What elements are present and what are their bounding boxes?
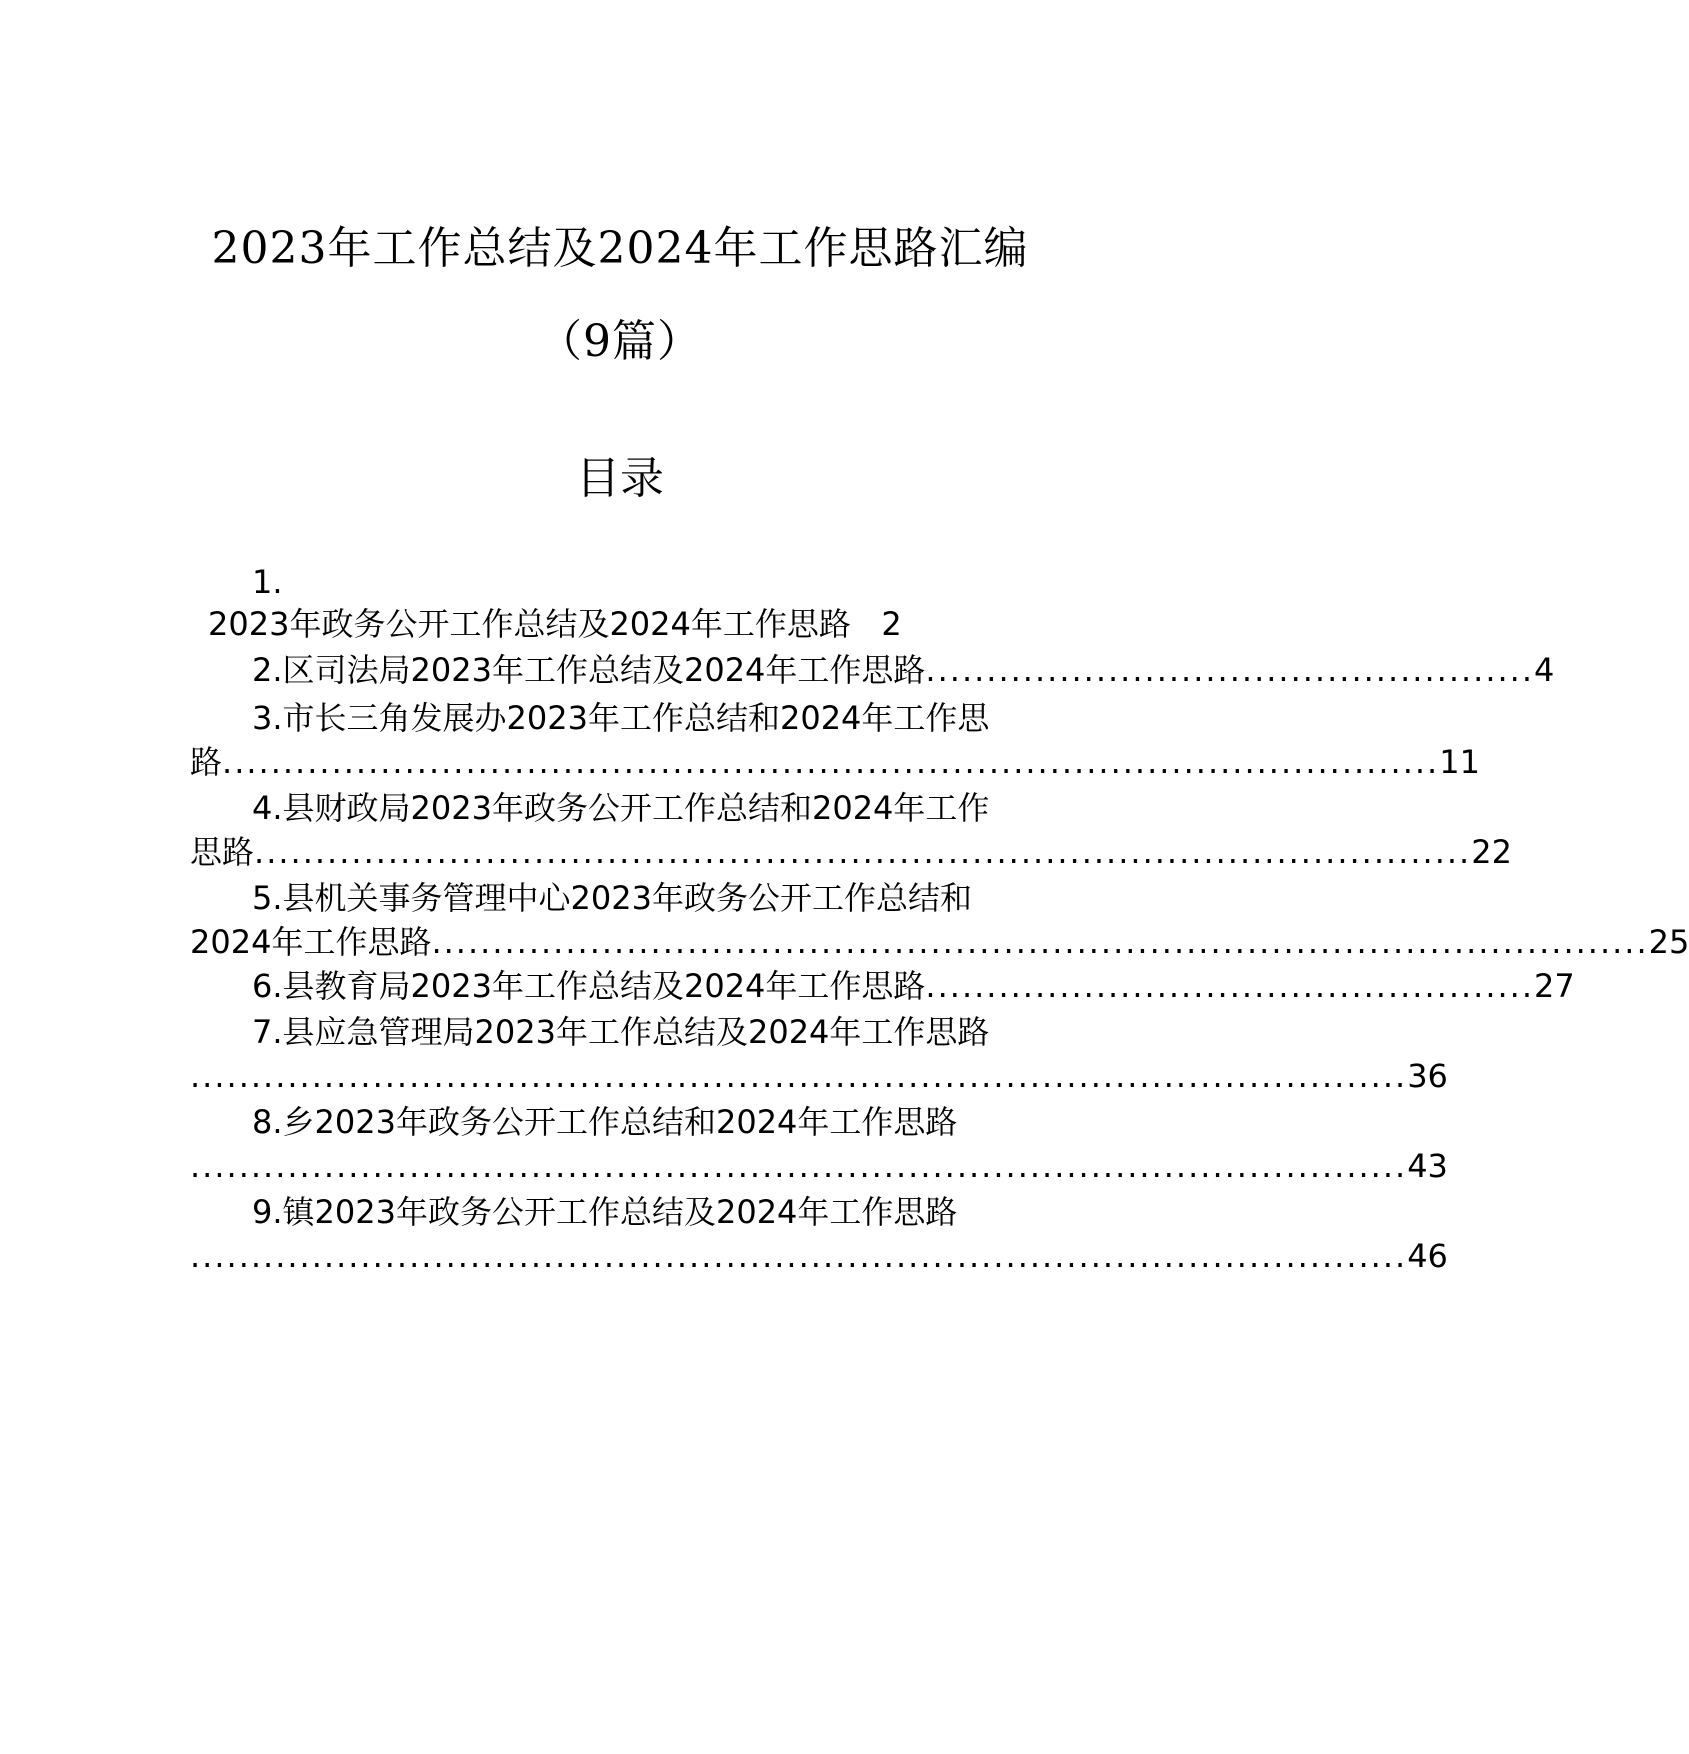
toc-entry-1-number[interactable]: 1. bbox=[252, 563, 283, 601]
toc-entry-8-leader: .................................................................................................... bbox=[190, 1147, 1408, 1185]
toc-entry-4-line2[interactable] bbox=[190, 832, 1512, 872]
toc-entry-2-text: 2.区司法局2023年工作总结及2024年工作思路 bbox=[252, 651, 926, 689]
toc-entry-9-page: 46 bbox=[1407, 1237, 1448, 1275]
toc-entry-6-text: 6.县教育局2023年工作总结及2024年工作思路 bbox=[252, 967, 926, 1005]
toc-entry-8-line2[interactable] bbox=[190, 1146, 1448, 1186]
toc-entry-4-leader: .................................................................................................... bbox=[254, 833, 1472, 871]
toc-entry-3-line1[interactable]: 3.市长三角发展办2023年工作总结和2024年工作思 bbox=[252, 699, 990, 737]
document-title: 2023年工作总结及2024年工作思路汇编 bbox=[211, 223, 1029, 274]
toc-entry-5-line2[interactable] bbox=[190, 922, 1689, 962]
toc-entry-9-line2[interactable] bbox=[190, 1236, 1448, 1276]
toc-entry-4-page: 22 bbox=[1471, 833, 1512, 871]
toc-entry-8-line1[interactable]: 8.乡2023年政务公开工作总结和2024年工作思路 bbox=[252, 1103, 958, 1141]
toc-entry-3-page: 11 bbox=[1439, 743, 1480, 781]
toc-entry-8-page: 43 bbox=[1407, 1147, 1448, 1185]
toc-entry-5-leader: .................................................................................................... bbox=[431, 923, 1649, 961]
toc-entry-4-text: 思路 bbox=[190, 833, 255, 871]
toc-entry-7-leader: .................................................................................................... bbox=[190, 1057, 1408, 1095]
toc-entry-5-text: 2024年工作思路 bbox=[190, 923, 432, 961]
toc-entry-6[interactable] bbox=[252, 966, 1575, 1006]
toc-entry-2-leader: .................................................. bbox=[925, 651, 1535, 689]
toc-entry-5-page: 25 bbox=[1648, 923, 1689, 961]
toc-entry-3-text: 路 bbox=[190, 743, 223, 781]
toc-entry-2-page: 4 bbox=[1534, 651, 1555, 689]
toc-entry-2[interactable] bbox=[252, 650, 1555, 690]
toc-entry-1-page: 2 bbox=[881, 605, 902, 643]
document-subtitle: （9篇） bbox=[538, 316, 702, 367]
toc-entry-1-text: 2023年政务公开工作总结及2024年工作思路 bbox=[208, 605, 851, 643]
toc-entry-6-page: 27 bbox=[1534, 967, 1575, 1005]
toc-entry-9-leader: .................................................................................................... bbox=[190, 1237, 1408, 1275]
toc-entry-3-leader: .................................................................................................... bbox=[222, 743, 1440, 781]
toc-entry-5-line1[interactable]: 5.县机关事务管理中心2023年政务公开工作总结和 bbox=[252, 879, 972, 917]
toc-entry-6-leader: .................................................. bbox=[925, 967, 1535, 1005]
toc-entry-7-line1[interactable]: 7.县应急管理局2023年工作总结及2024年工作思路 bbox=[252, 1013, 990, 1051]
toc-entry-4-line1[interactable]: 4.县财政局2023年政务公开工作总结和2024年工作 bbox=[252, 789, 990, 827]
toc-entry-7-line2[interactable] bbox=[190, 1056, 1448, 1096]
toc-heading: 目录 bbox=[576, 453, 664, 504]
toc-entry-7-page: 36 bbox=[1407, 1057, 1448, 1095]
toc-entry-9-line1[interactable]: 9.镇2023年政务公开工作总结及2024年工作思路 bbox=[252, 1193, 958, 1231]
toc-entry-3-line2[interactable] bbox=[190, 742, 1480, 782]
toc-entry-1-title[interactable] bbox=[208, 604, 902, 644]
